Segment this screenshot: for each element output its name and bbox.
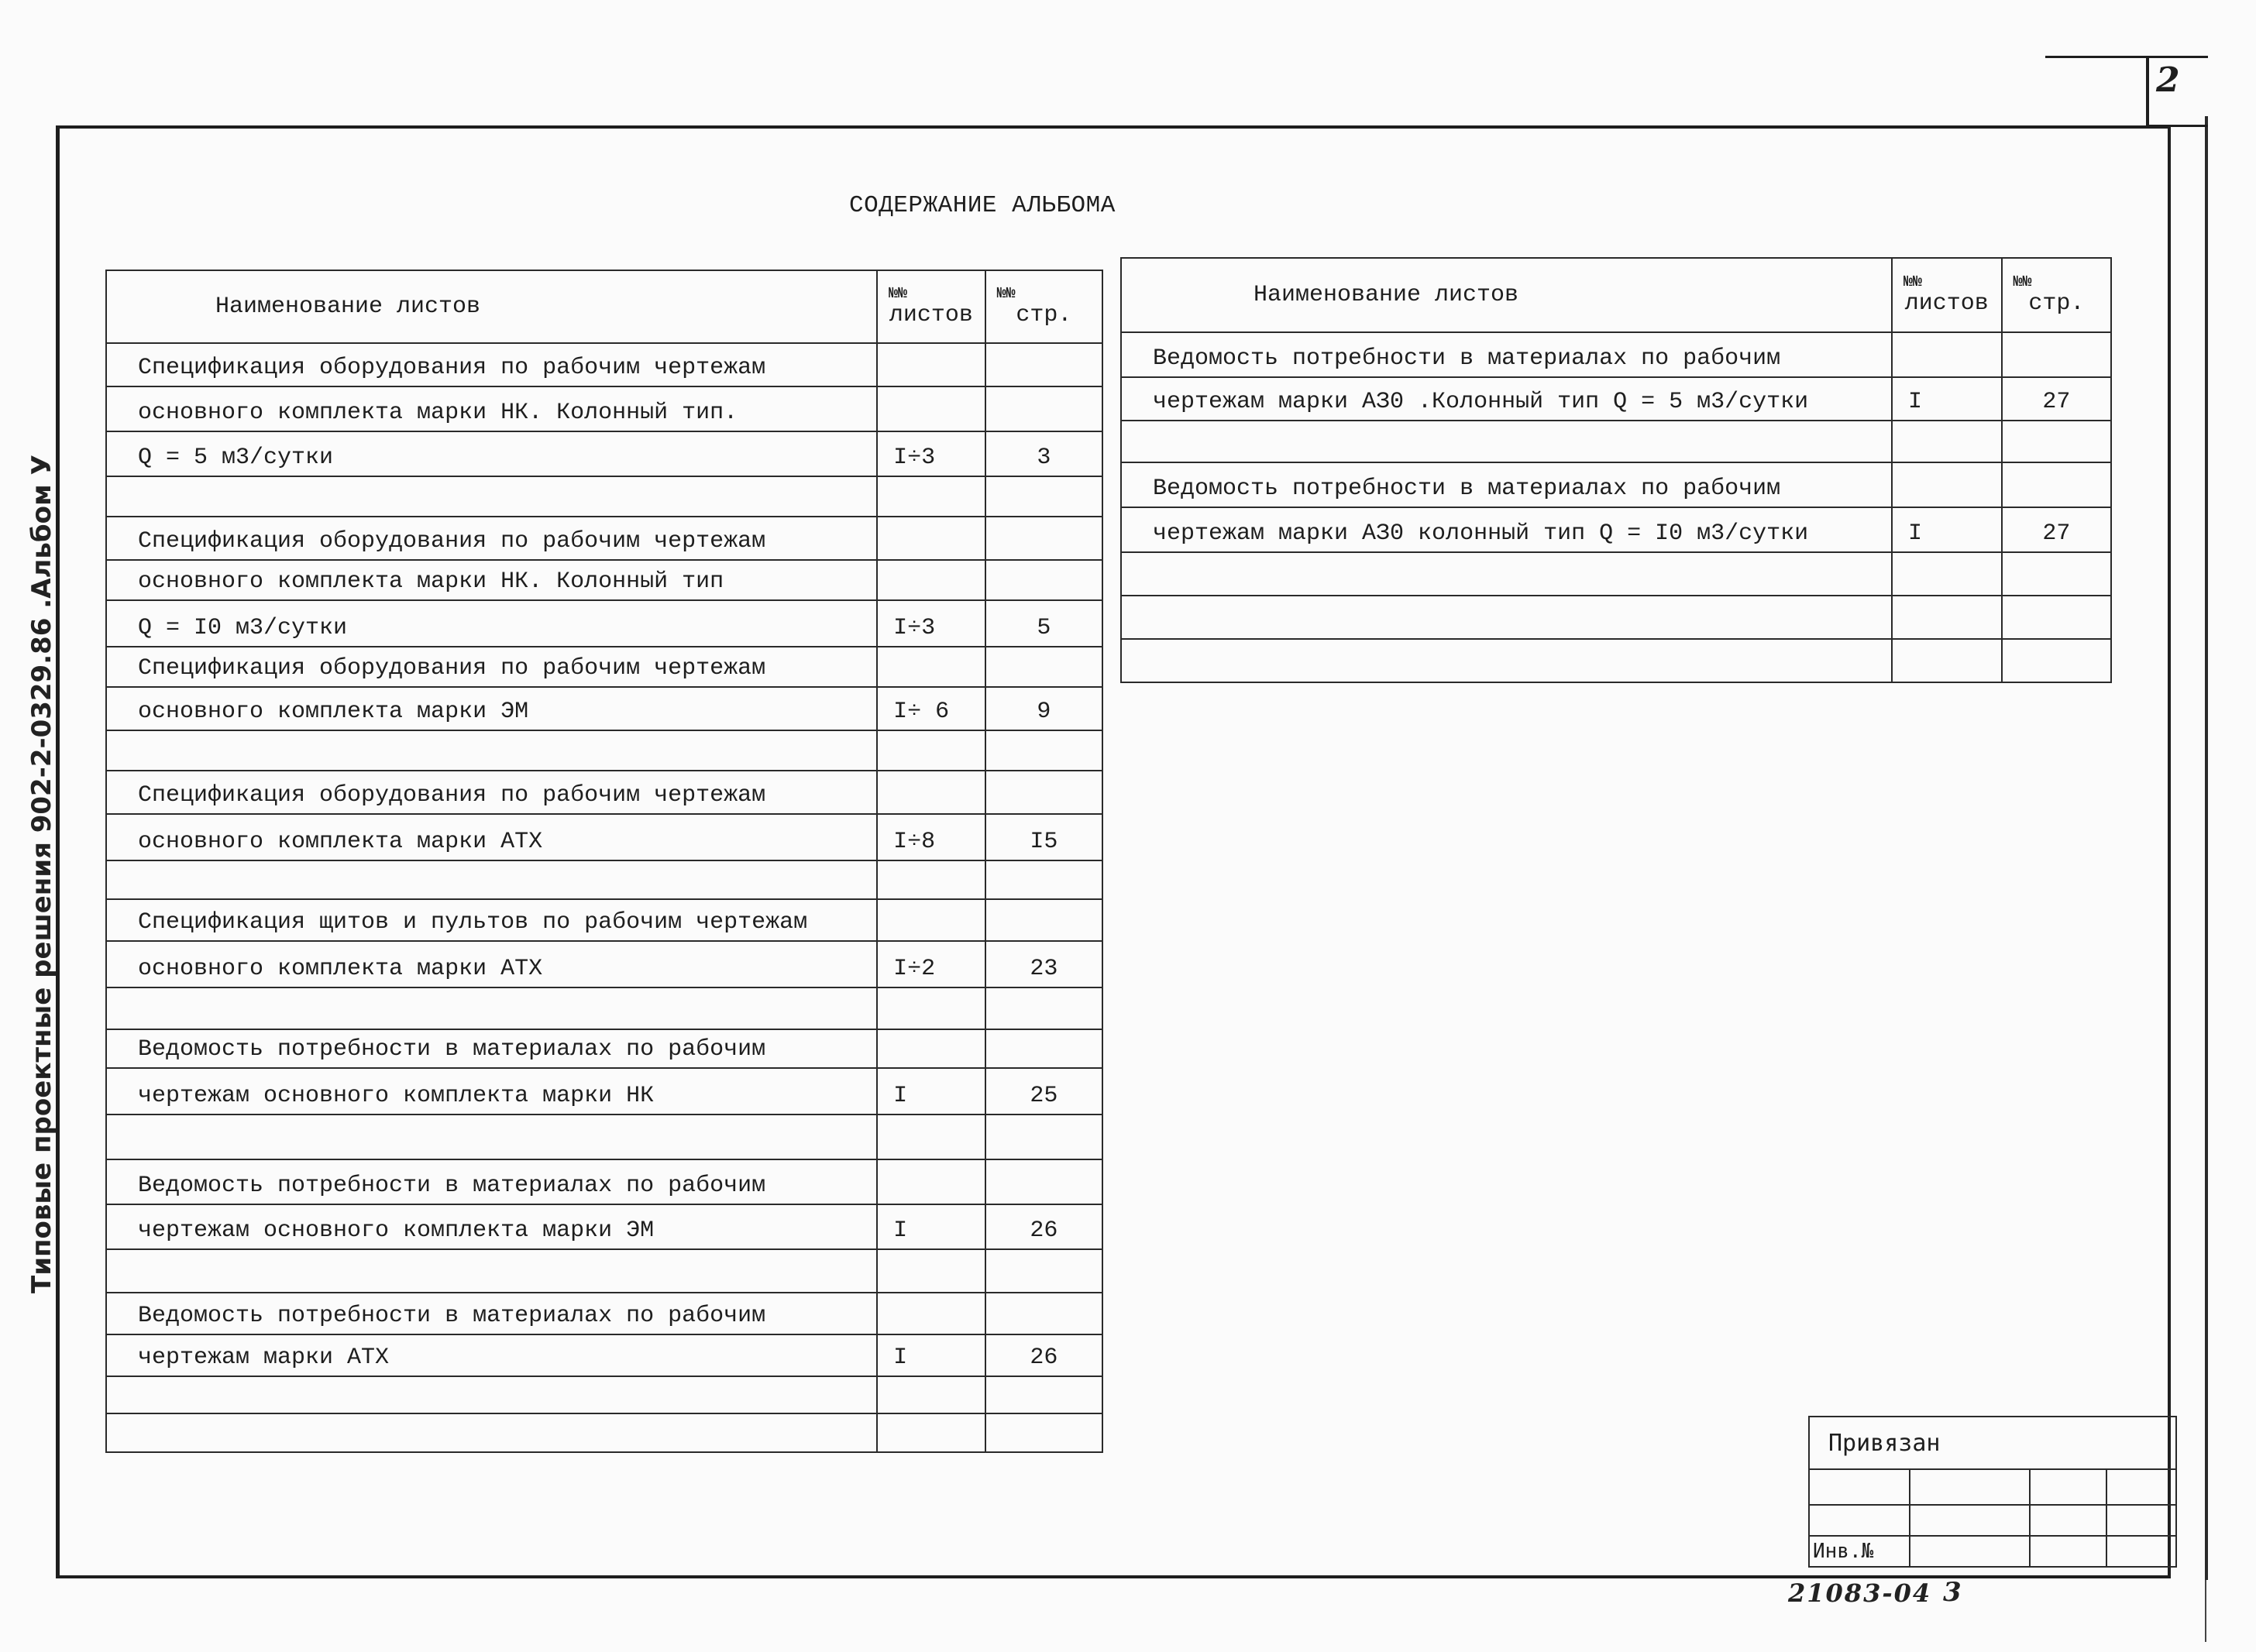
cell-sheets: I÷ 6 (877, 687, 985, 730)
table-row (106, 1413, 1102, 1452)
cell-sheets (1892, 421, 2002, 462)
cell-name (1121, 596, 1892, 639)
header-sheets (877, 270, 985, 343)
table-row (1121, 332, 2111, 377)
header-sheets-label: листов (889, 302, 973, 328)
table-row (106, 476, 1102, 517)
cell-page: 25 (985, 1068, 1102, 1114)
cell-name: Спецификация оборудования по рабочим чертежам (106, 517, 877, 560)
cell-sheets (1892, 462, 2002, 507)
cell-name: Ведомость потребности в материалах по рабочим (106, 1293, 877, 1334)
table-row (106, 1068, 1102, 1114)
cell-sheets (877, 386, 985, 431)
cell-page (985, 730, 1102, 771)
table-row (1121, 507, 2111, 552)
cell-sheets (1892, 552, 2002, 596)
table-row (106, 1249, 1102, 1293)
cell-page (985, 343, 1102, 386)
table-row (1121, 552, 2111, 596)
cell-name: чертежам основного комплекта марки ЭМ (106, 1204, 877, 1249)
cell-sheets (877, 1249, 985, 1293)
cell-name (1121, 639, 1892, 682)
cell-page (985, 647, 1102, 687)
cell-name: Ведомость потребности в материалах по рабочим (1121, 462, 1892, 507)
cell-sheets (877, 1159, 985, 1204)
cell-page (985, 1293, 1102, 1334)
cell-page: 27 (2002, 507, 2111, 552)
cell-page (2002, 462, 2111, 507)
table-row (106, 431, 1102, 476)
cell-name: основного комплекта марки ЭМ (106, 687, 877, 730)
table-row (106, 1159, 1102, 1204)
header-page (2002, 258, 2111, 332)
table-row (106, 1114, 1102, 1159)
table-header-row (106, 270, 1102, 343)
cell-page (2002, 552, 2111, 596)
cell-page (985, 899, 1102, 941)
cell-sheets: I÷3 (877, 431, 985, 476)
table-row (106, 600, 1102, 647)
cell-sheets: I (877, 1334, 985, 1376)
table-row (106, 1204, 1102, 1249)
table-row (1121, 421, 2111, 462)
cell-name: чертежам основного комплекта марки НК (106, 1068, 877, 1114)
cell-name (1121, 421, 1892, 462)
cell-name: Спецификация оборудования по рабочим чертежам (106, 771, 877, 814)
table-row (106, 687, 1102, 730)
header-page (985, 270, 1102, 343)
table-row (106, 517, 1102, 560)
cell-sheets (877, 1029, 985, 1068)
cell-sheets (877, 1114, 985, 1159)
cell-page (985, 1376, 1102, 1413)
cell-name (106, 1249, 877, 1293)
cell-page (985, 987, 1102, 1029)
cell-sheets (877, 860, 985, 899)
cell-page (985, 1114, 1102, 1159)
page-number: 2 (2156, 60, 2180, 100)
stamp-cell (1910, 1536, 2030, 1567)
cell-page: 23 (985, 941, 1102, 987)
cell-page (985, 1413, 1102, 1452)
cell-page (985, 1159, 1102, 1204)
document-title: СОДЕРЖАНИЕ АЛЬБОМА (849, 192, 1116, 219)
cell-name: Ведомость потребности в материалах по рабочим (1121, 332, 1892, 377)
cell-name (1121, 552, 1892, 596)
table-row (106, 1376, 1102, 1413)
cell-sheets: I÷3 (877, 600, 985, 647)
stamp-cell (2106, 1536, 2176, 1567)
cell-sheets (877, 560, 985, 600)
header-page-label: стр. (2028, 290, 2085, 317)
header-sheets-symbol: №№ (1903, 273, 1922, 291)
cell-sheets (877, 987, 985, 1029)
cell-name (106, 1114, 877, 1159)
cell-sheets (877, 730, 985, 771)
cell-page (2002, 332, 2111, 377)
table-row (106, 941, 1102, 987)
table-row (1121, 462, 2111, 507)
cell-name: Спецификация оборудования по рабочим чертежам (106, 647, 877, 687)
cell-page (2002, 639, 2111, 682)
cell-page: 9 (985, 687, 1102, 730)
table-row (106, 560, 1102, 600)
cell-page (2002, 421, 2111, 462)
cell-page: 5 (985, 600, 1102, 647)
cell-name: Ведомость потребности в материалах по рабочим (106, 1159, 877, 1204)
cell-name (106, 1413, 877, 1452)
stamp-inv-label: Инв.№ (1809, 1536, 1910, 1567)
cell-sheets (877, 771, 985, 814)
table-row (1121, 377, 2111, 421)
cell-page (2002, 596, 2111, 639)
cell-sheets: I (1892, 377, 2002, 421)
cell-sheets: I (877, 1068, 985, 1114)
trim-line (2205, 1580, 2206, 1642)
cell-page: 27 (2002, 377, 2111, 421)
table-row (1121, 639, 2111, 682)
cell-sheets (877, 343, 985, 386)
table-header-row (1121, 258, 2111, 332)
cell-sheets: I÷8 (877, 814, 985, 860)
table-row (106, 899, 1102, 941)
stamp-cell (2030, 1469, 2107, 1505)
stamp-cell (2030, 1536, 2107, 1567)
cell-sheets (877, 476, 985, 517)
header-page-symbol: №№ (2013, 273, 2032, 291)
cell-name: основного комплекта марки АТХ (106, 941, 877, 987)
table-row (106, 386, 1102, 431)
cell-sheets (877, 1293, 985, 1334)
stamp-cell (2030, 1505, 2107, 1536)
cell-name: Спецификация щитов и пультов по рабочим чертежам (106, 899, 877, 941)
cell-sheets (877, 517, 985, 560)
inventory-number: 21083-04 (1788, 1578, 1932, 1608)
contents-table-left (105, 270, 1103, 1453)
cell-name: чертежам марки АЗ0 .Колонный тип Q = 5 м3/сутки (1121, 377, 1892, 421)
table-row (106, 987, 1102, 1029)
cell-sheets (877, 647, 985, 687)
side-caption: Типовые проектные решения 902-2-0329.86 .Альбом У (26, 455, 57, 1293)
table-row (106, 343, 1102, 386)
stamp-cell (1910, 1505, 2030, 1536)
contents-table-right (1120, 257, 2112, 683)
cell-name (106, 476, 877, 517)
cell-page (985, 1249, 1102, 1293)
header-name: Наименование листов (1121, 258, 1892, 332)
cell-name: основного комплекта марки НК. Колонный тип (106, 560, 877, 600)
stamp-bound-label: Привязан (1809, 1417, 2176, 1469)
cell-page: 3 (985, 431, 1102, 476)
cell-name: основного комплекта марки НК. Колонный тип. (106, 386, 877, 431)
cell-page: 26 (985, 1204, 1102, 1249)
header-page-label: стр. (1016, 302, 1072, 328)
cell-name (106, 860, 877, 899)
cell-name (106, 1376, 877, 1413)
header-name: Наименование листов (106, 270, 877, 343)
table-row (106, 860, 1102, 899)
table-row (106, 1029, 1102, 1068)
table-row (106, 1334, 1102, 1376)
cell-page: 26 (985, 1334, 1102, 1376)
stamp-cell (1910, 1469, 2030, 1505)
stamp-cell (2106, 1469, 2176, 1505)
cell-page (985, 1029, 1102, 1068)
cell-name: Ведомость потребности в материалах по рабочим (106, 1029, 877, 1068)
cell-name: Q = 5 м3/сутки (106, 431, 877, 476)
cell-sheets (1892, 596, 2002, 639)
cell-page: I5 (985, 814, 1102, 860)
cell-name: Q = I0 м3/сутки (106, 600, 877, 647)
cell-sheets: I (1892, 507, 2002, 552)
cell-sheets: I (877, 1204, 985, 1249)
cell-page (985, 386, 1102, 431)
cell-name: чертежам марки АЗ0 колонный тип Q = I0 м3/сутки (1121, 507, 1892, 552)
cell-page (985, 476, 1102, 517)
table-row (106, 647, 1102, 687)
cell-page (985, 517, 1102, 560)
table-row (1121, 596, 2111, 639)
inventory-suffix: 3 (1943, 1577, 1962, 1608)
cell-sheets (1892, 639, 2002, 682)
stamp-cell (2106, 1505, 2176, 1536)
binding-stamp (1808, 1416, 2177, 1568)
table-row (106, 814, 1102, 860)
stamp-cell (1809, 1469, 1910, 1505)
cell-page (985, 560, 1102, 600)
table-row (106, 1293, 1102, 1334)
cell-page (985, 860, 1102, 899)
cell-name (106, 730, 877, 771)
cell-sheets (877, 1376, 985, 1413)
cell-sheets (1892, 332, 2002, 377)
cell-name (106, 987, 877, 1029)
header-page-symbol: №№ (996, 285, 1016, 303)
cell-sheets (877, 899, 985, 941)
table-row (106, 771, 1102, 814)
header-sheets-symbol: №№ (889, 285, 908, 303)
cell-name: основного комплекта марки АТХ (106, 814, 877, 860)
stamp-cell (1809, 1505, 1910, 1536)
cell-page (985, 771, 1102, 814)
cell-sheets: I÷2 (877, 941, 985, 987)
frame-outer-edge (2205, 116, 2208, 1580)
cell-name: чертежам марки АТХ (106, 1334, 877, 1376)
cell-name: Спецификация оборудования по рабочим чертежам (106, 343, 877, 386)
header-sheets-label: листов (1904, 290, 1989, 317)
table-row (106, 730, 1102, 771)
cell-sheets (877, 1413, 985, 1452)
header-sheets (1892, 258, 2002, 332)
